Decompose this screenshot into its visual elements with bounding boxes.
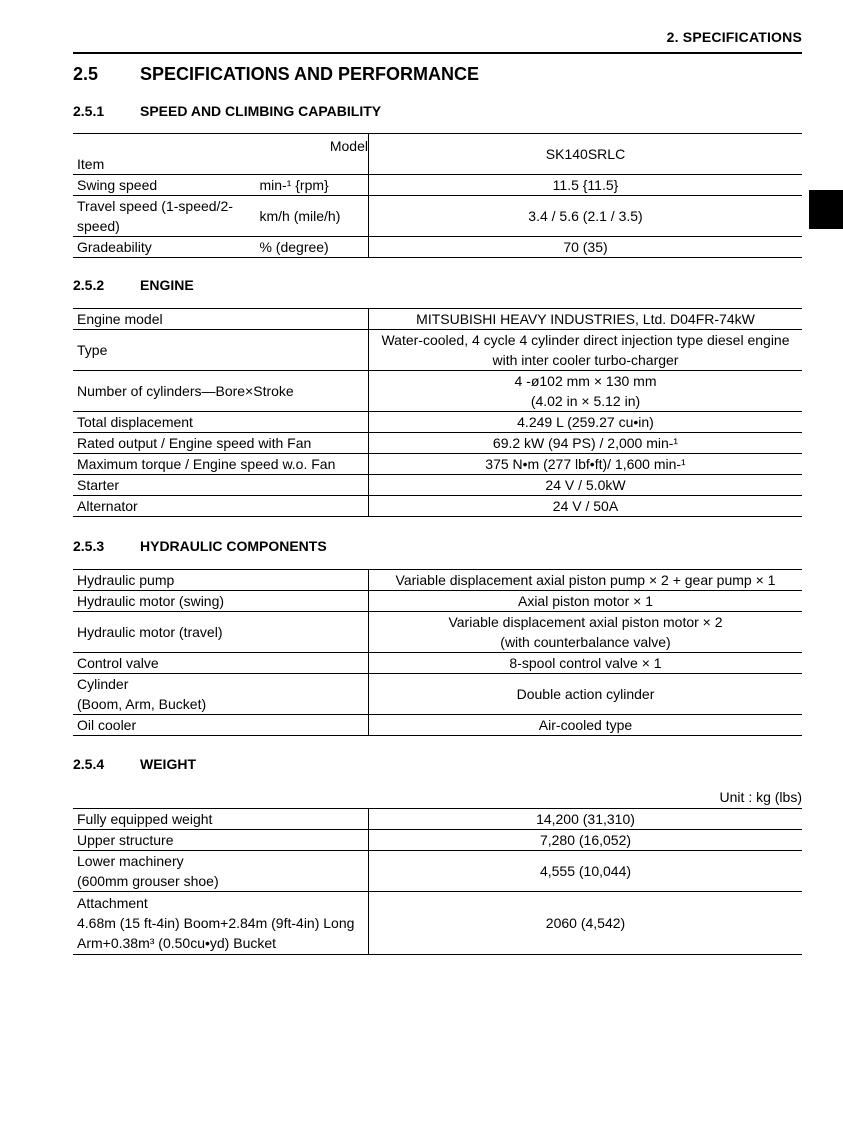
row-value: Double action cylinder [369, 674, 803, 715]
section-heading: SPECIFICATIONS AND PERFORMANCE [140, 64, 480, 84]
row-value: 4,555 (10,044) [369, 851, 803, 892]
row-value-line: 4 -ø102 mm × 130 mm [514, 373, 657, 389]
row-value-line: (with counterbalance valve) [500, 634, 671, 650]
row-value: 7,280 (16,052) [369, 830, 803, 851]
hydraulic-table [73, 569, 802, 736]
row-label: Engine model [73, 309, 369, 330]
row-value [369, 330, 803, 371]
row-value: MITSUBISHI HEAVY INDUSTRIES, Ltd. D04FR-74kW [369, 309, 803, 330]
row-value: 8-spool control valve × 1 [369, 653, 803, 674]
subsection-heading: ENGINE [140, 277, 194, 293]
table-row [73, 496, 802, 517]
row-item: Swing speed [73, 175, 255, 196]
row-label: Alternator [73, 496, 369, 517]
row-label-line: Attachment [77, 895, 148, 911]
subsection-engine-title [73, 277, 194, 293]
table-row [73, 612, 802, 653]
table-header-row [73, 134, 802, 175]
row-unit: km/h (mile/h) [255, 196, 368, 237]
row-value: 14,200 (31,310) [369, 809, 803, 830]
row-value: 24 V / 5.0kW [369, 475, 803, 496]
row-label-line: (Boom, Arm, Bucket) [77, 696, 207, 712]
row-unit: % (degree) [255, 237, 368, 258]
row-item: Travel speed (1-speed/2-speed) [73, 196, 255, 237]
row-value [369, 612, 803, 653]
row-label: Starter [73, 475, 369, 496]
running-header: 2. SPECIFICATIONS [666, 29, 802, 45]
model-value: SK140SRLC [369, 134, 803, 175]
row-label: Upper structure [73, 830, 369, 851]
row-value [369, 371, 803, 412]
table-row [73, 653, 802, 674]
table-row [73, 175, 802, 196]
row-label: Rated output / Engine speed with Fan [73, 433, 369, 454]
table-row [73, 196, 802, 237]
chapter-tab-marker [809, 190, 843, 229]
subsection-number: 2.5.1 [73, 103, 105, 119]
weight-table [73, 808, 802, 955]
table-row [73, 433, 802, 454]
section-number: 2.5 [73, 64, 99, 84]
row-label: Hydraulic pump [73, 570, 369, 591]
subsection-heading: HYDRAULIC COMPONENTS [140, 538, 327, 554]
table-row [73, 454, 802, 475]
row-label: Type [73, 330, 369, 371]
row-label-line: (600mm grouser shoe) [77, 873, 219, 889]
subsection-number: 2.5.2 [73, 277, 105, 293]
row-item: Gradeability [73, 237, 255, 258]
header-rule [73, 52, 802, 54]
subsection-number: 2.5.3 [73, 538, 105, 554]
table-row [73, 715, 802, 736]
subsection-hydraulic-title [73, 538, 327, 554]
table-row [73, 591, 802, 612]
row-label: Maximum torque / Engine speed w.o. Fan [73, 454, 369, 475]
table-row [73, 330, 802, 371]
speed-table [73, 133, 802, 258]
subsection-heading: WEIGHT [140, 756, 196, 772]
row-value: 70 (35) [369, 237, 803, 258]
row-value: 375 N•m (277 lbf•ft)/ 1,600 min-¹ [369, 454, 803, 475]
row-value-line: Water-cooled, 4 cycle 4 cylinder direct injection type diesel engine [381, 332, 790, 348]
table-row [73, 475, 802, 496]
row-value: 24 V / 50A [369, 496, 803, 517]
row-label [73, 674, 369, 715]
row-value-line: (4.02 in × 5.12 in) [530, 393, 641, 409]
table-row [73, 674, 802, 715]
model-label: Model [329, 138, 368, 154]
row-label: Hydraulic motor (travel) [73, 612, 369, 653]
table-row [73, 809, 802, 830]
row-value-line: with inter cooler turbo-charger [492, 352, 679, 368]
row-label [73, 851, 369, 892]
table-row [73, 830, 802, 851]
model-item-header [73, 134, 369, 175]
row-value: Variable displacement axial piston pump × 2 + gear pump × 1 [369, 570, 803, 591]
row-label-line: Lower machinery [77, 853, 184, 869]
item-label: Item [77, 156, 105, 172]
row-value: 4.249 L (259.27 cu•in) [369, 412, 803, 433]
row-label: Total displacement [73, 412, 369, 433]
row-value: Axial piston motor × 1 [369, 591, 803, 612]
table-row [73, 371, 802, 412]
row-label-line: 4.68m (15 ft-4in) Boom+2.84m (9ft-4in) Long [77, 915, 355, 931]
table-row [73, 570, 802, 591]
table-row [73, 309, 802, 330]
table-row [73, 892, 802, 955]
subsection-weight-title [73, 756, 196, 772]
row-label-line: Cylinder [77, 676, 129, 692]
subsection-speed-title [73, 103, 381, 119]
row-label: Control valve [73, 653, 369, 674]
row-value: 3.4 / 5.6 (2.1 / 3.5) [369, 196, 803, 237]
row-label [73, 892, 369, 955]
table-row [73, 851, 802, 892]
row-label: Hydraulic motor (swing) [73, 591, 369, 612]
row-label-line: Arm+0.38m³ (0.50cu•yd) Bucket [77, 935, 277, 951]
row-label: Fully equipped weight [73, 809, 369, 830]
row-value: Air-cooled type [369, 715, 803, 736]
section-title [73, 64, 479, 85]
table-row [73, 237, 802, 258]
row-label: Number of cylinders—Bore×Stroke [73, 371, 369, 412]
unit-note: Unit : kg (lbs) [719, 789, 802, 805]
table-row [73, 412, 802, 433]
subsection-number: 2.5.4 [73, 756, 105, 772]
row-value: 2060 (4,542) [369, 892, 803, 955]
row-value: 69.2 kW (94 PS) / 2,000 min-¹ [369, 433, 803, 454]
row-value: 11.5 {11.5} [369, 175, 803, 196]
row-label: Oil cooler [73, 715, 369, 736]
engine-table [73, 308, 802, 517]
subsection-heading: SPEED AND CLIMBING CAPABILITY [140, 103, 382, 119]
row-value-line: Variable displacement axial piston motor × 2 [448, 614, 723, 630]
row-unit: min-¹ {rpm} [255, 175, 368, 196]
